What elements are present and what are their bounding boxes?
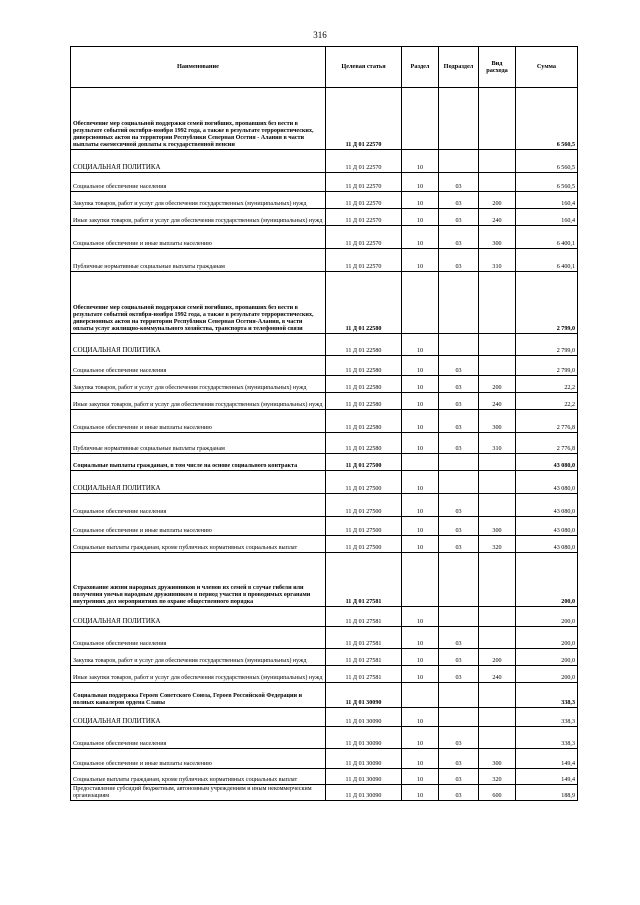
column-header-article: Целевая статья <box>326 47 402 88</box>
cell-section: 10 <box>402 192 439 209</box>
cell-article: 11 Д 01 30090 <box>326 683 402 708</box>
cell-section: 10 <box>402 334 439 356</box>
cell-sum: 338,3 <box>516 727 578 749</box>
cell-expense-type <box>479 454 516 471</box>
cell-section: 10 <box>402 226 439 249</box>
cell-article: 11 Д 01 27500 <box>326 454 402 471</box>
cell-subsection: 03 <box>439 627 479 649</box>
cell-section <box>402 454 439 471</box>
cell-name: Социальное обеспечение населения <box>71 356 326 376</box>
table-row <box>71 272 578 334</box>
table-row <box>71 334 578 356</box>
cell-subsection: 03 <box>439 356 479 376</box>
cell-sum: 2 799,0 <box>516 334 578 356</box>
cell-sum: 200,0 <box>516 649 578 666</box>
cell-expense-type <box>479 356 516 376</box>
cell-section: 10 <box>402 666 439 683</box>
cell-article: 11 Д 01 27581 <box>326 607 402 627</box>
cell-article: 11 Д 01 22570 <box>326 249 402 272</box>
cell-name: Страхование жизни народных дружинников и членов их семей в случае гибели или получения увечья народным дружинником в период участия в проводимых органами внутренних дел мероприятиях по охране общественного порядка <box>71 553 326 607</box>
cell-article: 11 Д 01 22570 <box>326 226 402 249</box>
cell-sum: 6 560,5 <box>516 173 578 192</box>
cell-subsection: 03 <box>439 226 479 249</box>
cell-sum: 160,4 <box>516 209 578 226</box>
cell-section: 10 <box>402 471 439 494</box>
cell-article: 11 Д 01 30090 <box>326 727 402 749</box>
cell-name: Публичные нормативные социальные выплаты гражданам <box>71 433 326 454</box>
column-header-subsection: Подраздел <box>439 47 479 88</box>
page-number: 316 <box>313 30 327 40</box>
cell-expense-type: 200 <box>479 192 516 209</box>
column-header-expense-type: Вид расхода <box>479 47 516 88</box>
cell-expense-type <box>479 494 516 517</box>
cell-article: 11 Д 01 30090 <box>326 769 402 785</box>
table-row <box>71 683 578 708</box>
table-row <box>71 410 578 433</box>
table-row <box>71 536 578 553</box>
cell-expense-type <box>479 607 516 627</box>
cell-name: Закупка товаров, работ и услуг для обеспечения государственных (муниципальных) нужд <box>71 376 326 393</box>
cell-article: 11 Д 01 22580 <box>326 393 402 410</box>
table-row <box>71 666 578 683</box>
table-body <box>71 88 578 801</box>
table-row <box>71 209 578 226</box>
cell-article: 11 Д 01 27581 <box>326 666 402 683</box>
cell-section: 10 <box>402 627 439 649</box>
cell-article: 11 Д 01 22570 <box>326 88 402 150</box>
cell-sum: 149,4 <box>516 769 578 785</box>
table-row <box>71 553 578 607</box>
cell-name: Публичные нормативные социальные выплаты гражданам <box>71 249 326 272</box>
table-row <box>71 494 578 517</box>
cell-section: 10 <box>402 173 439 192</box>
cell-subsection: 03 <box>439 769 479 785</box>
cell-article: 11 Д 01 22580 <box>326 356 402 376</box>
cell-section: 10 <box>402 494 439 517</box>
cell-sum: 43 080,0 <box>516 517 578 536</box>
cell-subsection <box>439 272 479 334</box>
cell-section: 10 <box>402 607 439 627</box>
table-row <box>71 727 578 749</box>
cell-name: Социальное обеспечение и иные выплаты населению <box>71 749 326 769</box>
cell-expense-type <box>479 150 516 173</box>
cell-expense-type <box>479 88 516 150</box>
cell-expense-type: 200 <box>479 376 516 393</box>
cell-sum: 43 080,0 <box>516 494 578 517</box>
cell-sum: 200,0 <box>516 607 578 627</box>
cell-name: СОЦИАЛЬНАЯ ПОЛИТИКА <box>71 334 326 356</box>
cell-sum: 200,0 <box>516 666 578 683</box>
cell-sum: 6 560,5 <box>516 150 578 173</box>
table-header-row <box>71 47 578 88</box>
cell-article: 11 Д 01 27581 <box>326 627 402 649</box>
cell-expense-type <box>479 334 516 356</box>
cell-name: СОЦИАЛЬНАЯ ПОЛИТИКА <box>71 607 326 627</box>
cell-section: 10 <box>402 708 439 727</box>
cell-sum: 6 560,5 <box>516 88 578 150</box>
cell-name: СОЦИАЛЬНАЯ ПОЛИТИКА <box>71 150 326 173</box>
cell-name: Иные закупки товаров, работ и услуг для обеспечения государственных (муниципальных) нужд <box>71 393 326 410</box>
table-row <box>71 433 578 454</box>
cell-name: Социальное обеспечение и иные выплаты населению <box>71 517 326 536</box>
column-header-name: Наименование <box>71 47 326 88</box>
cell-article: 11 Д 01 30090 <box>326 785 402 801</box>
cell-expense-type <box>479 708 516 727</box>
cell-section: 10 <box>402 393 439 410</box>
cell-subsection: 03 <box>439 393 479 410</box>
cell-expense-type: 240 <box>479 209 516 226</box>
cell-expense-type: 200 <box>479 649 516 666</box>
cell-expense-type: 300 <box>479 410 516 433</box>
table-row <box>71 471 578 494</box>
cell-section: 10 <box>402 249 439 272</box>
table-row <box>71 376 578 393</box>
table-row <box>71 749 578 769</box>
cell-article: 11 Д 01 22570 <box>326 192 402 209</box>
cell-article: 11 Д 01 22580 <box>326 334 402 356</box>
cell-sum: 200,0 <box>516 627 578 649</box>
cell-section: 10 <box>402 769 439 785</box>
cell-section: 10 <box>402 356 439 376</box>
table-row <box>71 627 578 649</box>
cell-expense-type: 310 <box>479 433 516 454</box>
cell-article: 11 Д 01 22580 <box>326 410 402 433</box>
cell-subsection <box>439 454 479 471</box>
cell-subsection: 03 <box>439 517 479 536</box>
column-header-sum: Сумма <box>516 47 578 88</box>
cell-sum: 43 080,0 <box>516 454 578 471</box>
cell-expense-type: 600 <box>479 785 516 801</box>
cell-name: Социальные выплаты гражданам, кроме публичных нормативных социальных выплат <box>71 769 326 785</box>
cell-sum: 22,2 <box>516 376 578 393</box>
cell-sum: 2 776,8 <box>516 410 578 433</box>
cell-article: 11 Д 01 22570 <box>326 209 402 226</box>
table-row <box>71 393 578 410</box>
cell-name: Обеспечение мер социальной поддержки семей погибших, пропавших без вести в результате событий октября-ноября 1992 года, а также в результате террористических, диверсионных актов на территории Республики Северная Осетия - Алания в части выплаты ежемесячной доплаты к государственной пенсии <box>71 88 326 150</box>
cell-section <box>402 272 439 334</box>
cell-section: 10 <box>402 785 439 801</box>
table-row <box>71 649 578 666</box>
cell-subsection <box>439 607 479 627</box>
cell-name: Социальное обеспечение и иные выплаты населению <box>71 410 326 433</box>
cell-article: 11 Д 01 27500 <box>326 471 402 494</box>
cell-subsection: 03 <box>439 376 479 393</box>
cell-article: 11 Д 01 30090 <box>326 749 402 769</box>
cell-article: 11 Д 01 27581 <box>326 649 402 666</box>
cell-subsection <box>439 88 479 150</box>
cell-article: 11 Д 01 22570 <box>326 150 402 173</box>
table-row <box>71 192 578 209</box>
cell-subsection <box>439 683 479 708</box>
cell-section: 10 <box>402 376 439 393</box>
table-row <box>71 249 578 272</box>
cell-name: СОЦИАЛЬНАЯ ПОЛИТИКА <box>71 471 326 494</box>
cell-article: 11 Д 01 30090 <box>326 708 402 727</box>
cell-subsection: 03 <box>439 666 479 683</box>
table-row <box>71 708 578 727</box>
cell-name: Иные закупки товаров, работ и услуг для обеспечения государственных (муниципальных) нужд <box>71 209 326 226</box>
cell-sum: 200,0 <box>516 553 578 607</box>
cell-name: Социальное обеспечение населения <box>71 173 326 192</box>
cell-subsection: 03 <box>439 494 479 517</box>
cell-name: Предоставление субсидий бюджетным, автономным учреждениям и иным некоммерческим организациям <box>71 785 326 801</box>
cell-subsection: 03 <box>439 192 479 209</box>
cell-expense-type: 320 <box>479 769 516 785</box>
cell-subsection: 03 <box>439 249 479 272</box>
cell-expense-type <box>479 627 516 649</box>
cell-sum: 2 799,0 <box>516 356 578 376</box>
table-row <box>71 356 578 376</box>
cell-expense-type: 310 <box>479 249 516 272</box>
table-row <box>71 517 578 536</box>
cell-subsection <box>439 708 479 727</box>
cell-sum: 2 776,8 <box>516 433 578 454</box>
cell-section: 10 <box>402 410 439 433</box>
cell-name: Закупка товаров, работ и услуг для обеспечения государственных (муниципальных) нужд <box>71 192 326 209</box>
cell-name: Закупка товаров, работ и услуг для обеспечения государственных (муниципальных) нужд <box>71 649 326 666</box>
column-header-section: Раздел <box>402 47 439 88</box>
cell-expense-type <box>479 471 516 494</box>
cell-name: Социальное обеспечение населения <box>71 627 326 649</box>
cell-section: 10 <box>402 727 439 749</box>
table-row <box>71 769 578 785</box>
cell-article: 11 Д 01 22580 <box>326 433 402 454</box>
cell-name: Социальное обеспечение населения <box>71 727 326 749</box>
cell-name: Социальное обеспечение и иные выплаты населению <box>71 226 326 249</box>
table-row <box>71 88 578 150</box>
cell-subsection: 03 <box>439 433 479 454</box>
cell-sum: 160,4 <box>516 192 578 209</box>
cell-sum: 6 400,1 <box>516 226 578 249</box>
cell-section: 10 <box>402 209 439 226</box>
cell-subsection <box>439 150 479 173</box>
cell-sum: 338,3 <box>516 708 578 727</box>
cell-article: 11 Д 01 22580 <box>326 272 402 334</box>
cell-subsection: 03 <box>439 209 479 226</box>
cell-name: СОЦИАЛЬНАЯ ПОЛИТИКА <box>71 708 326 727</box>
cell-name: Социальное обеспечение населения <box>71 494 326 517</box>
cell-expense-type: 300 <box>479 749 516 769</box>
cell-article: 11 Д 01 27500 <box>326 536 402 553</box>
cell-section <box>402 553 439 607</box>
table-row <box>71 785 578 801</box>
cell-article: 11 Д 01 22570 <box>326 173 402 192</box>
cell-section: 10 <box>402 536 439 553</box>
cell-sum: 2 799,0 <box>516 272 578 334</box>
cell-article: 11 Д 01 27581 <box>326 553 402 607</box>
cell-sum: 338,3 <box>516 683 578 708</box>
cell-expense-type: 300 <box>479 226 516 249</box>
cell-sum: 6 400,1 <box>516 249 578 272</box>
cell-name: Иные закупки товаров, работ и услуг для обеспечения государственных (муниципальных) нужд <box>71 666 326 683</box>
cell-section: 10 <box>402 749 439 769</box>
cell-section <box>402 683 439 708</box>
cell-expense-type <box>479 683 516 708</box>
cell-section: 10 <box>402 649 439 666</box>
cell-expense-type: 240 <box>479 666 516 683</box>
cell-name: Обеспечение мер социальной поддержки семей погибших, пропавших без вести в результате событий октября-ноября 1992 года, а также в результате террористических, диверсионных актов на территории Республики Северная Осетия-Алания, в части оплаты услуг жилищно-коммунального хозяйства, транспорта и телефонной связи <box>71 272 326 334</box>
cell-expense-type <box>479 272 516 334</box>
cell-name: Социальные выплаты гражданам, кроме публичных нормативных социальных выплат <box>71 536 326 553</box>
table-row <box>71 454 578 471</box>
cell-expense-type: 300 <box>479 517 516 536</box>
table-row <box>71 607 578 627</box>
table-row <box>71 173 578 192</box>
cell-section: 10 <box>402 517 439 536</box>
cell-expense-type <box>479 553 516 607</box>
cell-name: Социальные выплаты гражданам, в том числе на основе социального контракта <box>71 454 326 471</box>
cell-subsection: 03 <box>439 410 479 433</box>
cell-subsection: 03 <box>439 785 479 801</box>
budget-table <box>70 46 578 801</box>
cell-expense-type <box>479 173 516 192</box>
cell-expense-type: 320 <box>479 536 516 553</box>
cell-sum: 43 080,0 <box>516 536 578 553</box>
cell-expense-type: 240 <box>479 393 516 410</box>
cell-section <box>402 88 439 150</box>
cell-sum: 43 080,0 <box>516 471 578 494</box>
cell-article: 11 Д 01 27500 <box>326 494 402 517</box>
cell-sum: 188,9 <box>516 785 578 801</box>
cell-name: Социальная поддержка Героев Советского Союза, Героев Российской Федерации и полных кавалеров ордена Славы <box>71 683 326 708</box>
cell-section: 10 <box>402 433 439 454</box>
table-row <box>71 150 578 173</box>
cell-subsection <box>439 553 479 607</box>
cell-subsection <box>439 471 479 494</box>
cell-subsection: 03 <box>439 649 479 666</box>
cell-subsection: 03 <box>439 173 479 192</box>
table-row <box>71 226 578 249</box>
cell-sum: 22,2 <box>516 393 578 410</box>
cell-subsection: 03 <box>439 536 479 553</box>
cell-expense-type <box>479 727 516 749</box>
cell-section: 10 <box>402 150 439 173</box>
cell-subsection: 03 <box>439 749 479 769</box>
cell-subsection <box>439 334 479 356</box>
cell-sum: 149,4 <box>516 749 578 769</box>
cell-article: 11 Д 01 22580 <box>326 376 402 393</box>
cell-subsection: 03 <box>439 727 479 749</box>
cell-article: 11 Д 01 27500 <box>326 517 402 536</box>
